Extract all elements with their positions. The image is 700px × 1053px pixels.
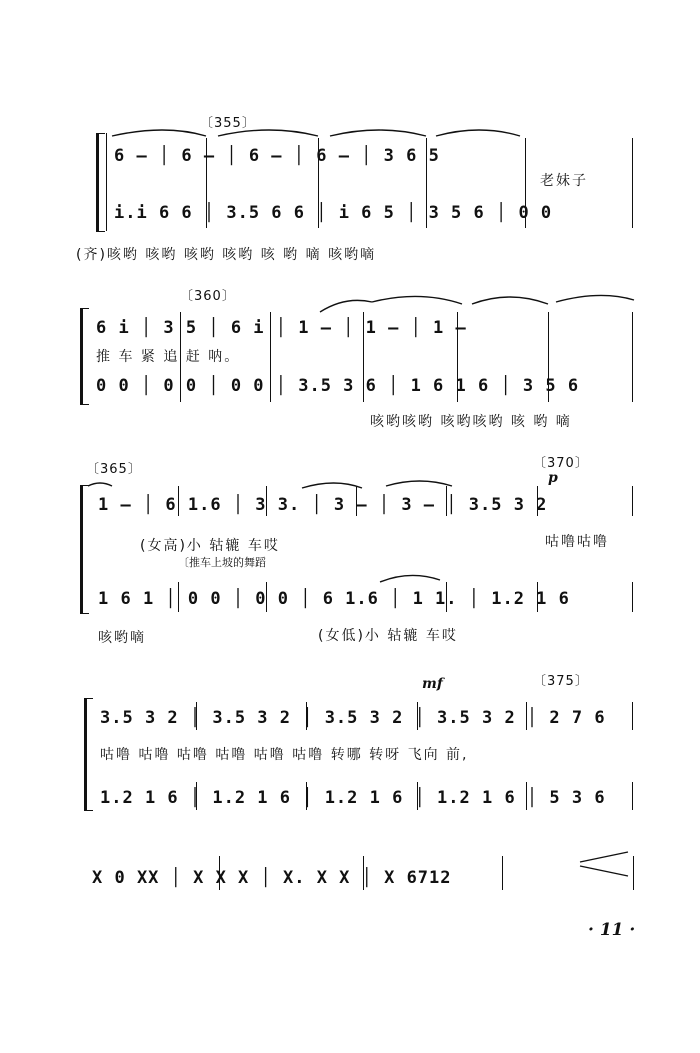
upper-lyric: 老妹子 (540, 173, 588, 189)
lower-lyric: 咳哟嘀 (98, 630, 146, 646)
measure-number: 〔360〕 (180, 289, 236, 304)
upper-lyric: 咕噜 咕噜 咕噜 咕噜 咕噜 咕噜 转哪 转呀 飞向 前, (100, 747, 469, 763)
dynamic-marking: p (548, 470, 558, 486)
lower-melody-line: 1.2 1 6 │ 1.2 1 6 │ 1.2 1 6 │ 1.2 1 6 │ 5 3 6 (100, 788, 606, 808)
lower-lyric: (女低)小 轱辘 车哎 (318, 628, 458, 644)
upper-melody-line: 6 i │ 3 5 │ 6 i │ 1 – │ 1 – │ 1 – (96, 318, 467, 338)
measure-number: 〔375〕 (533, 674, 589, 689)
upper-lyric: 推 车 紧 追 赶 呐。 (96, 349, 241, 365)
page-number: · 11 · (588, 920, 636, 940)
measure-number: 〔370〕 (533, 456, 589, 471)
upper-lyric: (女高)小 轱辘 车哎 (140, 538, 280, 554)
upper-melody-line: 3.5 3 2 │ 3.5 3 2 │ 3.5 3 2 │ 3.5 3 2 │ 2 7 6 (100, 708, 606, 728)
rhythm-line: X 0 XX │ X X X │ X. X X │ X 6712 (92, 868, 452, 888)
upper-lyric: 咕噜咕噜 (545, 534, 609, 550)
stage-direction: 〔推车上坡的舞蹈 (178, 556, 266, 569)
lower-melody-line: 1 6 1 │ 0 0 │ 0 0 │ 6 1.6 │ 1 1. │ 1.2 1 6 (98, 589, 570, 609)
lower-melody-line: 0 0 │ 0 0 │ 0 0 │ 3.5 3 6 │ 1 6 1 6 │ 3 5 6 (96, 376, 580, 396)
upper-melody-line: 1 – │ 6 1.6 │ 3 3. │ 3 – │ 3 – │ 3.5 3 2 (98, 495, 548, 515)
upper-melody-line: 6 – │ 6 – │ 6 – │ 6 – │ 3 6 5 (114, 146, 440, 166)
lower-lyric: 咳哟咳哟 咳哟咳哟 咳 哟 嘀 (370, 414, 572, 430)
lower-melody-line: i.i 6 6 │ 3.5 6 6 │ i 6 5 │ 3 5 6 │ 0 0 (114, 203, 553, 223)
measure-number: 〔365〕 (86, 462, 142, 477)
measure-number: 〔355〕 (200, 116, 256, 131)
lower-lyric: (齐)咳哟 咳哟 咳哟 咳哟 咳 哟 嘀 咳哟嘀 (76, 247, 377, 263)
dynamic-marking: mf (422, 676, 443, 692)
